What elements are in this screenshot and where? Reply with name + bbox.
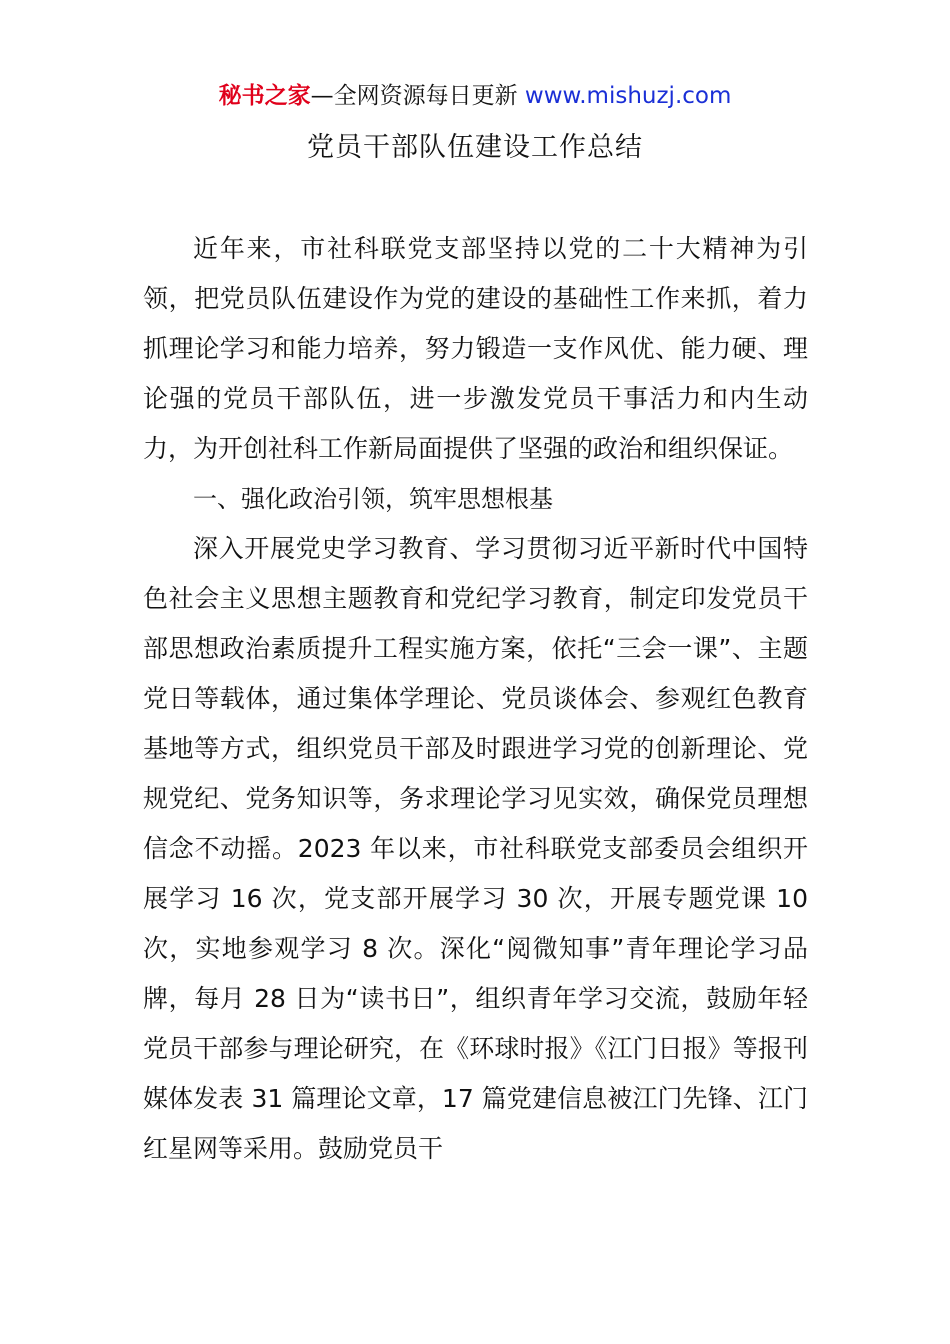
banner-tagline: —全网资源每日更新 [310,83,525,109]
site-url-link[interactable]: www.mishuzj.com [524,83,732,109]
document-title: 党员干部队伍建设工作总结 [307,132,643,163]
section-heading: 一、强化政治引领，筑牢思想根基 [193,485,553,513]
brand-name: 秘书之家 [218,83,311,109]
intro-paragraph: 近年来，市社科联党支部坚持以党的二十大精神为引领，把党员队伍建设作为党的建设的基础性工作来抓，着力抓理论学习和能力培养，努力锻造一支作风优、能力硬、理论强的党员干部队伍，进一步激发党员干事活力和内生动力，为开创社科工作新局面提供了坚强的政治和组织保证。 [143,234,808,463]
body-paragraph: 深入开展党史学习教育、学习贯彻习近平新时代中国特色社会主义思想主题教育和党纪学习教育，制定印发党员干部思想政治素质提升工程实施方案，依托“三会一课”、主题党日等载体，通过集体学理论、党员谈体会、参观红色教育基地等方式，组织党员干部及时跟进学习党的创新理论、党规党纪、党务知识等，务求理论学习见实效，确保党员理想信念不动摇。2023 年以来，市社科联党支部委员会组织开展学习 16 次，党支部开展学习 30 次，开展专题党课 10 次，实地参观学习 8 次。深化“阅微知事”青年理论学习品牌，每月 28 日为“读书日”，组织青年学习交流，鼓励年轻党员干部参与理论研究，在《环球时报》《江门日报》等报刊媒体发表 31 篇理论文章，17 篇党建信息被江门先锋、江门红星网等采用。鼓励党员干 [143,534,808,1163]
site-banner [0,80,950,112]
document-body [143,224,808,1174]
